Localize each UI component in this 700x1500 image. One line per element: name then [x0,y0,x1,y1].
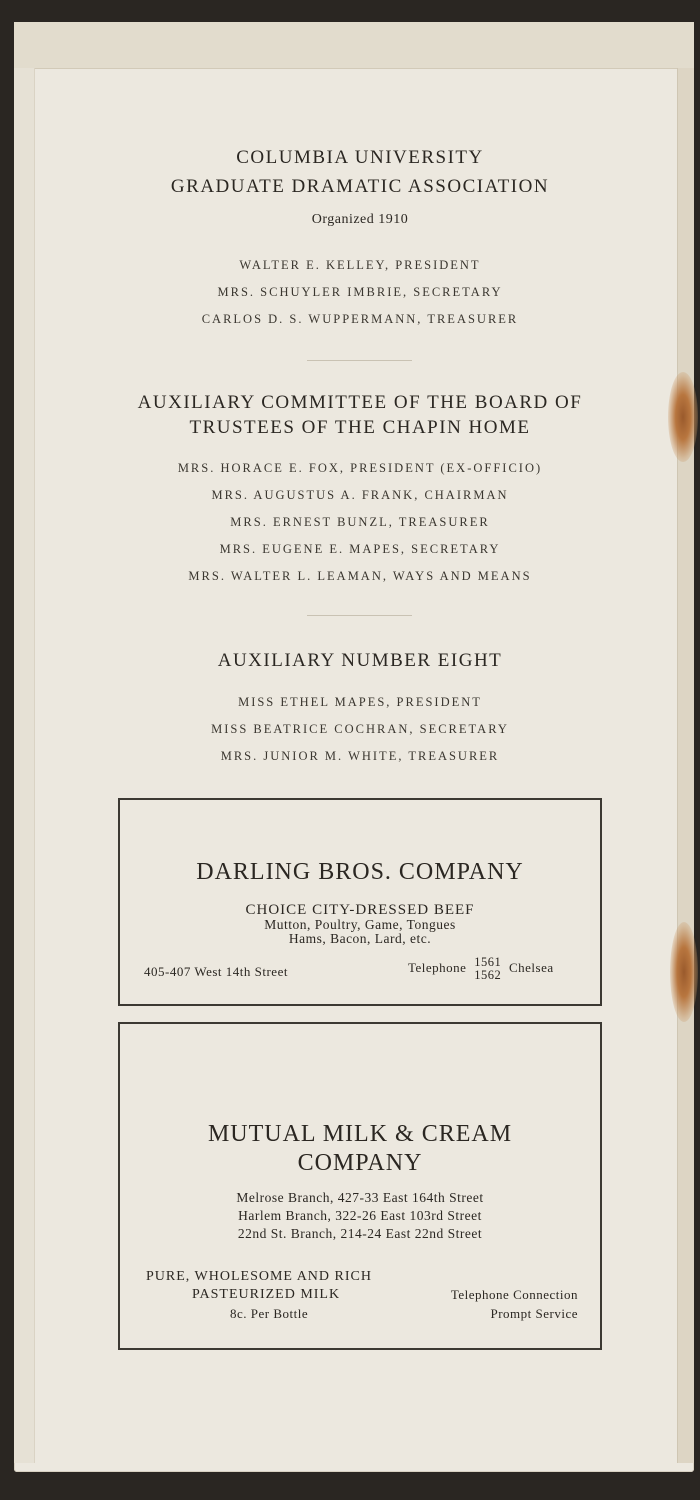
organized-date: Organized 1910 [311,212,409,227]
darling-bros-address: 405-407 West 14th Street [144,964,288,979]
committee-title-line2: TRUSTEES OF THE CHAPIN HOME [189,417,531,438]
darling-bros-line3: Hams, Bacon, Lard, etc. [288,931,432,946]
association-officers [0,252,700,333]
mutual-slogan-line1: PURE, WHOLESOME AND RICH [146,1269,372,1284]
phone-bottom: 1562 [474,968,502,982]
association-title-line1: COLUMBIA UNIVERSITY [236,147,484,168]
auxiliary-members [0,689,700,770]
branch-line: 22nd St. Branch, 214-24 East 22nd Street [237,1226,483,1241]
member-line: MRS. HORACE E. FOX, PRESIDENT (EX-OFFICIO) [177,461,543,475]
officer-line: MRS. SCHUYLER IMBRIE, SECRETARY [217,285,503,299]
divider-rule [307,360,412,361]
mutual-service: Prompt Service [490,1306,578,1321]
member-line: MISS ETHEL MAPES, PRESIDENT [238,695,482,709]
member-line: MRS. AUGUSTUS A. FRANK, CHAIRMAN [211,488,509,502]
officer-line: CARLOS D. S. WUPPERMANN, TREASURER [201,312,519,326]
association-title [0,145,700,200]
darling-bros-telephone [408,956,554,982]
phone-exchange: Chelsea [508,959,554,975]
member-line: MRS. WALTER L. LEAMAN, WAYS AND MEANS [188,569,532,583]
telephone-label: Telephone [408,959,467,975]
mutual-milk-name [120,1120,600,1178]
branch-line: Harlem Branch, 322-26 East 103rd Street [238,1208,482,1223]
phone-top: 1561 [474,955,502,969]
mutual-milk-advertisement [118,1022,602,1350]
darling-bros-line2: Mutton, Poultry, Game, Tongues [264,917,456,932]
committee-members [0,455,700,590]
mutual-milk-name-line2: COMPANY [297,1150,423,1176]
mutual-slogan-line2: PASTEURIZED MILK [192,1287,341,1302]
mutual-telephone: Telephone Connection [450,1287,578,1302]
rust-stain [670,922,698,1022]
phone-numbers [474,956,501,982]
committee-title [0,390,700,441]
mutual-milk-name-line1: MUTUAL MILK & CREAM [207,1121,513,1147]
darling-bros-line1: CHOICE CITY-DRESSED BEEF [245,902,475,918]
divider-rule [307,615,412,616]
officer-line: WALTER E. KELLEY, PRESIDENT [239,258,481,272]
darling-bros-name: DARLING BROS. COMPANY [196,859,524,885]
auxiliary-title: AUXILIARY NUMBER EIGHT [217,650,503,671]
committee-title-line1: AUXILIARY COMMITTEE OF THE BOARD OF [137,392,583,413]
member-line: MISS BEATRICE COCHRAN, SECRETARY [211,722,509,736]
darling-bros-advertisement [118,798,602,1006]
member-line: MRS. ERNEST BUNZL, TREASURER [230,515,490,529]
association-title-line2: GRADUATE DRAMATIC ASSOCIATION [170,176,550,197]
mutual-price: 8c. Per Bottle [230,1306,309,1321]
member-line: MRS. EUGENE E. MAPES, SECRETARY [219,542,501,556]
page-top-band [14,22,694,69]
branch-line: Melrose Branch, 427-33 East 164th Street [236,1190,484,1205]
member-line: MRS. JUNIOR M. WHITE, TREASURER [220,749,500,763]
